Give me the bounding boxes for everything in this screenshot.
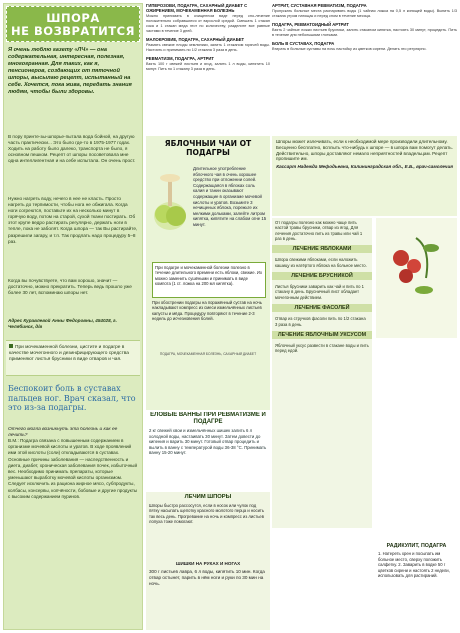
section-spurs [272, 136, 457, 216]
section-spurs-author: Кассарт Надежда Мефодьевна, Калининградская обл., Е.Б., врач-самолечия [276, 164, 453, 170]
top-c3b-title: ПОДАГРА, РЕВМАТОИДНЫЙ АРТРИТ [272, 22, 349, 28]
right-text-1: Шпора свежими яблоками, если наложить кашицу из натёртого яблока на больное место. [275, 257, 367, 268]
body-text-3: Когда вы почувствуете, что вам хорошо, значит — достаточно, можно прекратить. Теперь ведь прошло уже более 30 лет, вспоминаю шпоры нет. [8, 278, 132, 296]
answer-text: В.М.: Подагра связана с повышенным содержанием в организме мочевой кислоты и уратов. В ходе проявлений ими этой кислоты (соли) откладываются в суставах. Основные причины заболевания — наследственность и диета, диабет, хроническая заболевания почек, избыточный вес. Необходимо принимать препараты, которые уменьшают выработку мочевой кислоты организмом. Следует исключить из рациона жирное мясо, субпродукты, колбасы, консервы, копчёности, бобовые и другие продукты с высоким содержанием пуринов. [8, 438, 138, 499]
top-c3a-title: АРТРИТ, СУСТАВНАЯ РЕВМАТИЗМ, ПОДАГРА [272, 3, 367, 8]
right-head-2: ЛЕЧЕНИЕ БРУСНИКОЙ [272, 272, 372, 280]
right-text-2: Листья брусники заварить как чай и пить по 1 стакану в день. Брусничный лист обладает мочегонным действием. [275, 284, 364, 300]
right-tip-text: От подагры полезно как можно чаще пить настой травы брусники, отвар из ягод. Для лечения достаточно пить из травы или чай 1 раз в день. [275, 220, 363, 241]
top-column-2 [146, 3, 270, 133]
top-c3b-text: Взять 2 чайные ложки листьев брусники, залить стаканом кипятка, настоять 30 минут, процедить. Пить в течение дня небольшими глотками. [272, 28, 457, 38]
radiculitis-section [376, 540, 457, 630]
right-head-1: ЛЕЧЕНИЕ ЯБЛОКАМИ [272, 245, 372, 253]
tea-text: Длительное употребление яблочного чая в очень хорошее средство при отложении солей. Содержащаяся в яблоках соль калия и танин оказывают содержащие в организме мочевой кислоты и уратов. Возьмите 3 нечищеных яблока, порежьте их мелкими дольками, залейте литром кипятка, кипятите на слабом огне 15 минут. [193, 166, 267, 227]
body-text-1: В пору принте-зы-шпорье-пытала вода бойной, на другую часть практически... Это было где-то в 1975-1977 годах. Ходить на работу было далеко, транспорта не было, я основном пешком. Рецепт от шпоры посоветовала мне одна интеллигентная и на себе испытала. Он очень прост. [8, 134, 136, 164]
question-title: Беспокоит боль в суставах пальцев ног. Врач сказал, что это из-за подагры. [8, 384, 136, 413]
right-column [272, 218, 372, 528]
right-head-4: ЛЕЧЕНИЕ ЯБЛОЧНЫМ УКСУСОМ [272, 331, 372, 339]
spruce-bath-text: 2 кг свежей хвои и измельчённых шишек залить 6 л холодной воды, настаивать 30 минут. Затем довести до кипения и варить 30 минут. Готовый отвар процедить и вылить в ванну с температурой воды 36-38 °C. Принимать ванну 15-20 минут. [149, 428, 267, 456]
tea-box-2: При обострении подагры на поражённый сустав на ночь накладывают компресс из смеси измельчённых листьев капусты и мёда. Процедуру повторяют в течение 2-3 недель до исчезновения болей. [152, 300, 262, 322]
letter-signature: Адрес Куравлевой Анны Федоровны, 454028, г. Челябинск, д/в [8, 318, 117, 329]
spruce-bath-title: ЕЛОВЫЕ ВАННЫ ПРИ РЕВМАТИЗМЕ И ПОДАГРЕ [150, 412, 266, 425]
apple-image [150, 166, 190, 236]
masthead [6, 6, 140, 42]
masthead-title-line2: НЕ ВОЗВРАТИТСЯ [11, 24, 135, 38]
top-column-3 [272, 3, 457, 133]
intro-text: Я очень люблю газету «ЛЧ» — она содержательная, интересная, полезная, многогранная. Для таких, как я, пенсионеров, создающих от пяточной шпоры, высылаю рецепт, испытанный на себе. Хочется, пока жива, передать знания людям, чтобы были здоровы. [8, 47, 132, 95]
body-text-2: Нужно нагреть воду, нечего в нее не класть. Просто нагреть до терпимости, чтобы нога не обжигала. Когда ноги согреются, поставьте их на несколько минут в горячую воду, потом на старой, сухой ткани постирать. Об этот крупе ведро растирать регулярно, держать ноги в тепле, пока не заболят. Когда шпора — так Вы растирайте, разрешили загару, и т.п. Так продлать надо процедуру 5–8 раз. [8, 196, 138, 244]
top-c2a-title: ГИПЕРОЗОВИ, ПОДАГРА, САХАРНЫЙ ДИАБЕТ С ОЖИРЕНИЕМ, МОЧЕКАМЕННАЯ БОЛЕЗНЬ [146, 3, 248, 14]
tip-icon [9, 344, 13, 348]
section-spurs-text: Шпоры может излечивать, если к необходимой мере производили длительному. Бесценно бесплатно, всплыть что-нибудь к шпоре — в шпора вам помогут делать. Действительно, шпоры доставляют немало неприятностей владельцам. Рецепт пропишите им. [276, 139, 453, 162]
masthead-title-line1: ШПОРА [46, 11, 100, 25]
bumps-title: ШИШКИ НА РУКАХ И НОГАХ [175, 561, 241, 566]
top-c2c-text: Взять 100 г свежей листьев и ягод, залить 1 л воды, кипятить 10 минут. Пить по 1 стакану 3 раза в день. [146, 62, 270, 72]
tea-box-1: При подагре и мочекаменной болезни полезно в течение длительного времени есть яблоки, свежие. Их можно заменить сушёными и принимать в виде компота (1 ст. ложка на 200 мл кипятка). [152, 262, 266, 298]
top-c2b-text: Размять свежие плоды земляники, залить 1 стаканом горячей воды. Настоять и принимать по 1/2 стакана 3 раза в день. [146, 43, 270, 53]
top-c2a-text: Можно принимать в очищенном виде перед сно-лечение положительно собравшиеся от взрослой средой. Смешать 1 стакан сока и 1 стакан меда этот по количеству, разделите все равные частями в течение 3 дней. [146, 14, 270, 34]
right-head-3: ЛЕЧЕНИЕ ФАСОЛЕЙ [272, 304, 372, 312]
spurs-treatment-title: ЛЕЧИМ ШПОРЫ [184, 494, 232, 500]
top-c3c-title: БОЛЬ В СУСТАВАХ, ПОДАГРА [272, 41, 335, 47]
question-subtitle-text: Отчего могла возникнуть эта болезнь и как ее лечить? [8, 427, 118, 437]
tea-title: ЯБЛОЧНЫЙ ЧАЙ ОТ ПОДАГРЫ [164, 140, 252, 157]
spurs-treatment-text: Шпоры быстро рассосутся, если в носок или чулок под пятку насыпать щепотку красного молотого перца и носить так весь день. Прогревание на ночь и компресс из листьев лопуха тоже помогают. [149, 502, 265, 525]
bumps-section [146, 560, 270, 630]
top-c2c-title: РЕВМАТИЗМ, ПОДАГРА, АРТРИТ [146, 56, 214, 62]
top-c3a-text: Пропускать больные места распаривать воды (1 чайная ложка на 0,5 л кипящей воды). Выпить 1/3 стакана утром натощак и перед сном в течение месяца. [272, 9, 457, 19]
right-text-3: Отвар из стручков фасоли пить по 1/2 стакана 3 раза в день. [275, 316, 366, 327]
radiculitis-text: 1. Натереть хрен и посыпать им больное место, сверху положить салфетку. 2. Заварить в водке 50 г цветков сирени и настоять 2 недели, использовать для растираний. [378, 551, 450, 579]
tea-footnote: ПОДАГРА, МОЧЕКАМЕННАЯ БОЛЕЗНЬ, САХАРНЫЙ ДИАБЕТ [159, 352, 257, 356]
bumps-text: 300 г листьев лавра, 6 л воды, кипятить 10 мин. Когда отвар остынет, парить в нём ноги и руки по 30 мин на ночь. [149, 569, 265, 586]
question-subtitle [8, 427, 138, 437]
berries-image [376, 218, 457, 338]
radiculitis-title: РАДИКУЛИТ, ПОДАГРА [386, 543, 447, 549]
top-c3c-text: Втирать в больные суставы на ночь настойку из цветков сирени. Делать это регулярно. [272, 47, 427, 52]
top-c2b-title: МАЛОКРОВИЕ, ПОДАГРА, САХАРНЫЙ ДИАБЕТ [146, 37, 245, 43]
right-text-4: Яблочный уксус развести в стакане воды и пить перед едой. [275, 343, 369, 354]
tip-text: При мочекаменной болезни, цистите и подагре в качестве мочегонного и дезинфицирующего средства применяют листья брусники в виде отваров и чая. [9, 345, 129, 362]
tip-box [6, 340, 140, 376]
